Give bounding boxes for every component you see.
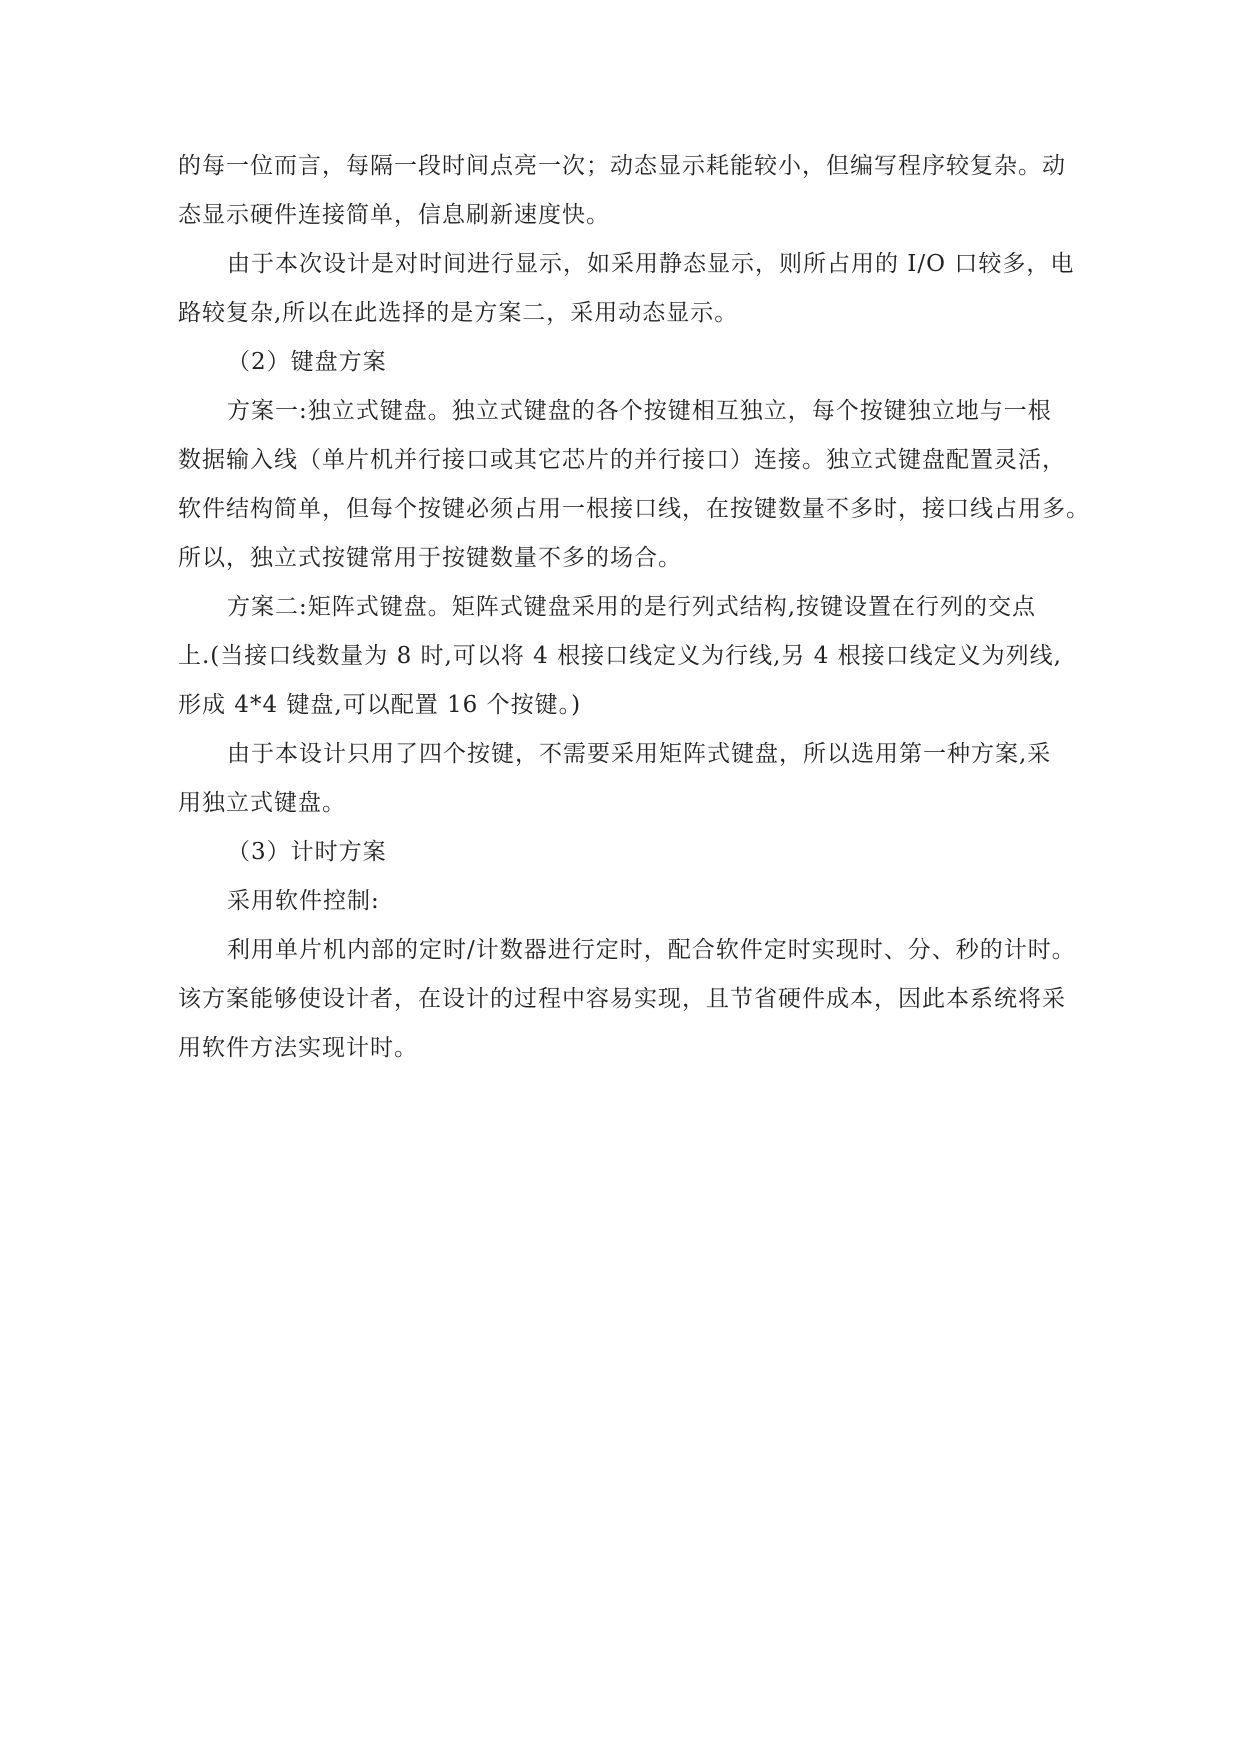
text-line: 由于本次设计是对时间进行显示，如采用静态显示，则所占用的 I/O 口较多，电 [227,251,1075,277]
text-line: 软件结构简单，但每个按键必须占用一根接口线，在按键数量不多时，接口线占用多。 [178,496,1090,522]
text-line: 路较复杂,所以在此选择的是方案二，采用动态显示。 [178,300,739,326]
text-line: 方案二:矩阵式键盘。矩阵式键盘采用的是行列式结构,按键设置在行列的交点 [227,594,1037,620]
text-line: 态显示硬件连接简单，信息刷新速度快。 [178,202,610,228]
paragraph-software-control [178,877,1088,926]
text-line: 利用单片机内部的定时/计数器进行定时，配合软件定时实现时、分、秒的计时。 [227,937,1076,963]
text-line: 方案一:独立式键盘。独立式键盘的各个按键相互独立，每个按键独立地与一根 [227,398,1052,424]
text-line: 由于本设计只用了四个按键，不需要采用矩阵式键盘，所以选用第一种方案,采 [227,741,1052,767]
text-line: 采用软件控制: [227,888,380,914]
paragraph-keyboard-option-2 [178,583,1088,730]
text-line: 上.(当接口线数量为 8 时,可以将 4 根接口线定义为行线,另 4 根接口线定义为列线, [178,643,1062,669]
text-line: 该方案能够使设计者，在设计的过程中容易实现，且节省硬件成本，因此本系统将采 [178,986,1066,1012]
section-heading-keyboard: （2）键盘方案 [227,349,387,375]
paragraph-display-choice [178,240,1088,338]
paragraph-timing-method [178,926,1088,1073]
paragraph-keyboard-choice [178,730,1088,828]
text-line: 所以，独立式按键常用于按键数量不多的场合。 [178,545,682,571]
document-body [178,142,1088,1073]
paragraph-keyboard-option-1 [178,387,1088,583]
text-line: 数据输入线（单片机并行接口或其它芯片的并行接口）连接。独立式键盘配置灵活， [178,447,1066,473]
text-line: 的每一位而言，每隔一段时间点亮一次；动态显示耗能较小，但编写程序较复杂。动 [178,153,1066,179]
text-line: 用独立式键盘。 [178,790,346,816]
section-heading-timing: （3）计时方案 [227,839,387,865]
text-line: 用软件方法实现计时。 [178,1035,418,1061]
paragraph-display-continued [178,142,1088,240]
text-line: 形成 4*4 键盘,可以配置 16 个按键。) [178,692,582,718]
